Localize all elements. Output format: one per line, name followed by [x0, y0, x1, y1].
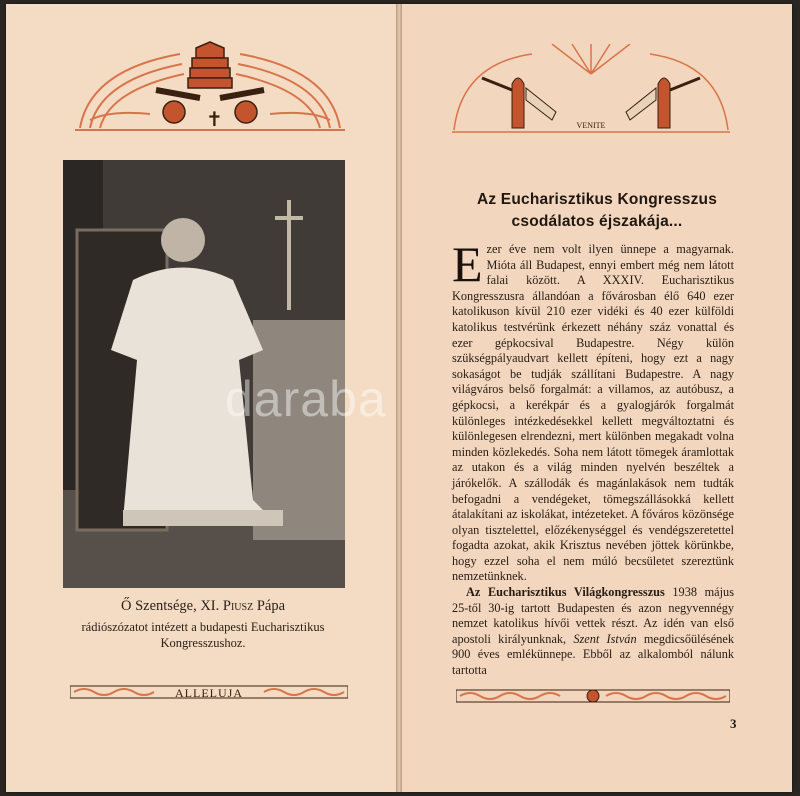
paragraph-1 [452, 236, 734, 585]
article-title-line-1: Az Eucharisztikus Kongresszus [476, 191, 718, 208]
caption-line-2: rádiószózatot intézett a budapesti Eucharisztikus [81, 620, 325, 634]
paragraph-1-text: zer éve nem volt ilyen ünnepe a magyarnak. Mióta áll Budapest, ennyi embert még nem látott falai között. A XXXIV. Eucharisztikus Kongresszusra állandóan a fővárosban élő 640 ezer katolikuson kívül 210 ezer vidéki és 40 ezer külföldi katolikus testvérünk érkezett néhány száz vonattal és ezer gépkocsival Budapestre. Négy külön szükségpályaudvart kellett építeni, hogy ezt a nagy sokaságot be tudják szállítani Budapestre. A nagy világváros belső forgalmát: a villamos, az autóbusz, a gépkocsi, a kerékpár és a gyalogjárók forgalmát különleges intézkedésekkel kellett megváltoztatni és különlegesen elrendezni, mert különben megakadt volna minden közlekedés. Soha nem látott tömegek áramlottak az utakon és a világ minden nyelvén beszéltek a járókelők. A szállodák és magánlakások nem tudták befogadni a vendégeket, tömegszállásokká kellett átalakítani az iskolákat, intézeteket. A főváros közönsége olyan tisztelettel, előzékenységgel és vendégszeretettel fogadta azokat, akik Krisztus nevében jöttek körünkbe, hogy ezzel soha el nem múló becsületet szereztünk nemzetünknek. [452, 242, 734, 584]
article-title-line-2: csodálatos éjszakája... [511, 213, 683, 230]
caption-suffix: Pápa [253, 598, 285, 614]
photo-caption-title [58, 598, 348, 615]
caption-line-3: Kongresszushoz. [160, 636, 246, 650]
paragraph-2-bold: Az Eucharisztikus Világkongresszus [466, 585, 665, 600]
paragraph-2-a: 1938 május 25-től 30-ig tartott Budapesten és azon negyvennégy nemzet katolikus hívői vettek részt. Az idén van első apostoli királyunknak, [452, 585, 734, 646]
paragraph-2 [452, 585, 734, 679]
paragraph-2-italic: Szent István [573, 631, 637, 646]
caption-prefix: Ő Szentsége, XI. [121, 598, 223, 614]
caption-smallcaps: Piusz [222, 598, 254, 614]
dropcap-letter: E [452, 236, 483, 292]
venite-text: VENITE [576, 121, 606, 130]
angels-with-trumpets-icon [452, 44, 730, 136]
page-number: 3 [730, 716, 737, 731]
papal-keys-tiara-icon [70, 40, 350, 136]
bottom-border-ornament [456, 686, 730, 706]
paragraph-2-b: megdicsőülésének 900 éves emlékünnepe. Ebből az alkalomból nálunk tartotta [452, 631, 734, 678]
svg-text:✝: ✝ [206, 107, 223, 131]
book-gutter [396, 4, 402, 792]
banner-text: ALLELUJA [175, 686, 243, 700]
photo-caption-text [58, 619, 348, 651]
article-body [452, 236, 734, 679]
watermark: daraba [225, 371, 387, 427]
alleluja-banner [70, 683, 348, 701]
